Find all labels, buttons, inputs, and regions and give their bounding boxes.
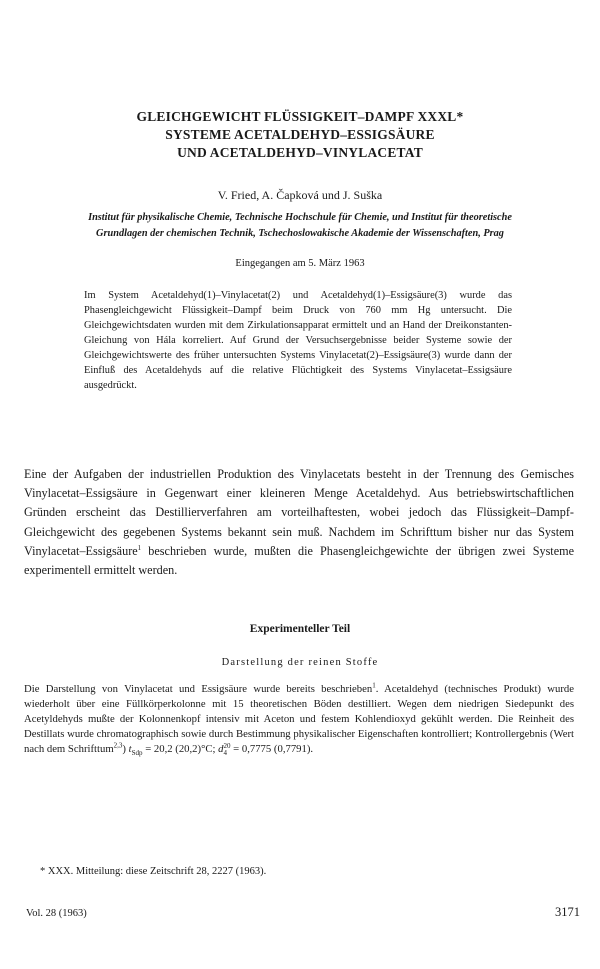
exp-reference-2: 2,3 (113, 741, 123, 750)
intro-text-2: beschrieben wurde, mußten die Phasengleichgewichte der übrigen zwei Systeme experimentell ermittelt werden. (24, 543, 574, 578)
institution-line-2: Grundlagen der chemischen Technik, Tschechoslowakische Akademie der Wissenschaften, Prag (96, 228, 504, 239)
title-line-2: SYSTEME ACETALDEHYD–ESSIGSÄURE (165, 127, 435, 142)
title-line-3: UND ACETALDEHYD–VINYLACETAT (177, 145, 423, 160)
footnote: * XXX. Mitteilung: diese Zeitschrift 28, 2227 (1963). (40, 866, 267, 877)
density-subscript: 4 (223, 748, 227, 757)
exp-text-3: ) (122, 743, 129, 755)
exp-text-2: . Acetaldehyd (technisches Produkt) wurde wiederholt über eine Füllkörperkolonne mit 15 theoretischen Böden destilliert. Wegen dem niedrigen Siedepunkt des Acetyldehyds mußte der Kolonnenkopf intensiv mit Aceton und festem Kohlendioxyd gekühlt werden. Die Reinheit des Destillats wurde chromatographisch sowie durch Bestimmung physikalischer Eigenschaften kontrolliert; Kontrollergebnis (Wert nach dem Schrifttum (24, 683, 574, 755)
authors: V. Fried, A. Čapková und J. Suška (217, 188, 383, 202)
section-heading: Experimenteller Teil (249, 623, 351, 635)
title-line-1: GLEICHGEWICHT FLÜSSIGKEIT–DAMPF XXXL* (136, 109, 464, 124)
introduction-paragraph (24, 465, 574, 580)
received-date: Eingegangen am 5. März 1963 (235, 258, 365, 269)
institution-line-1: Institut für physikalische Chemie, Technische Hochschule für Chemie, und Institut für theoretische (88, 212, 512, 223)
boiling-point-value: = 20,2 (20,2)°C; (142, 743, 219, 755)
boiling-point-subscript: Sdp (131, 749, 143, 758)
experimental-paragraph (24, 682, 574, 761)
exp-text-1: Die Darstellung von Vinylacetat und Essigsäure wurde bereits beschrieben (24, 683, 373, 695)
subsection-heading: Darstellung der reinen Stoffe (221, 657, 379, 668)
intro-reference: 1 (137, 543, 142, 552)
density-superscript: 20 (223, 741, 231, 750)
volume-info: Vol. 28 (1963) (26, 908, 87, 919)
abstract: Im System Acetaldehyd(1)–Vinylacetat(2) und Acetaldehyd(1)–Essigsäure(3) wurde das Phasengleichgewicht Flüssigkeit–Dampf beim Druck von 760 mm Hg untersucht. Die Gleichgewichtsdaten wurden mit dem Zirkulationsapparat ermittelt und an Hand der Dreikonstanten-Gleichung von Hála korreliert. Auf Grund der Versuchsergebnisse beider Systeme sowie der Gleichgewichtswerte des früher untersuchten Systems Vinylacetat(2)–Essigsäure(3) wurde dann der Einfluß des Acetaldehyds auf die relative Flüchtigkeit des Systems Vinylacetat–Essigsäure ausgedrückt. (84, 290, 512, 391)
page-number: 3171 (555, 905, 580, 919)
exp-reference-1: 1 (372, 681, 376, 690)
density-symbol: d (218, 743, 224, 755)
intro-text-1: Eine der Aufgaben der industriellen Produktion des Vinylacetats besteht in der Trennung des Gemisches Vinylacetat–Essigsäure in Gegenwart einer kleineren Menge Acetaldehyd. Aus betriebswirtschaftlichen Gründen erscheint das Destillierverfahren am vorteilhaftesten, wobei jedoch das Flüssigkeit–Dampf-Gleichgewicht des gegebenen Systems bekannt sein muß. Nachdem im Schrifttum bisher nur das System Vinylacetat–Essigsäure (24, 467, 574, 558)
density-value: = 0,7775 (0,7791). (230, 743, 314, 755)
boiling-point-symbol: t (128, 743, 132, 755)
